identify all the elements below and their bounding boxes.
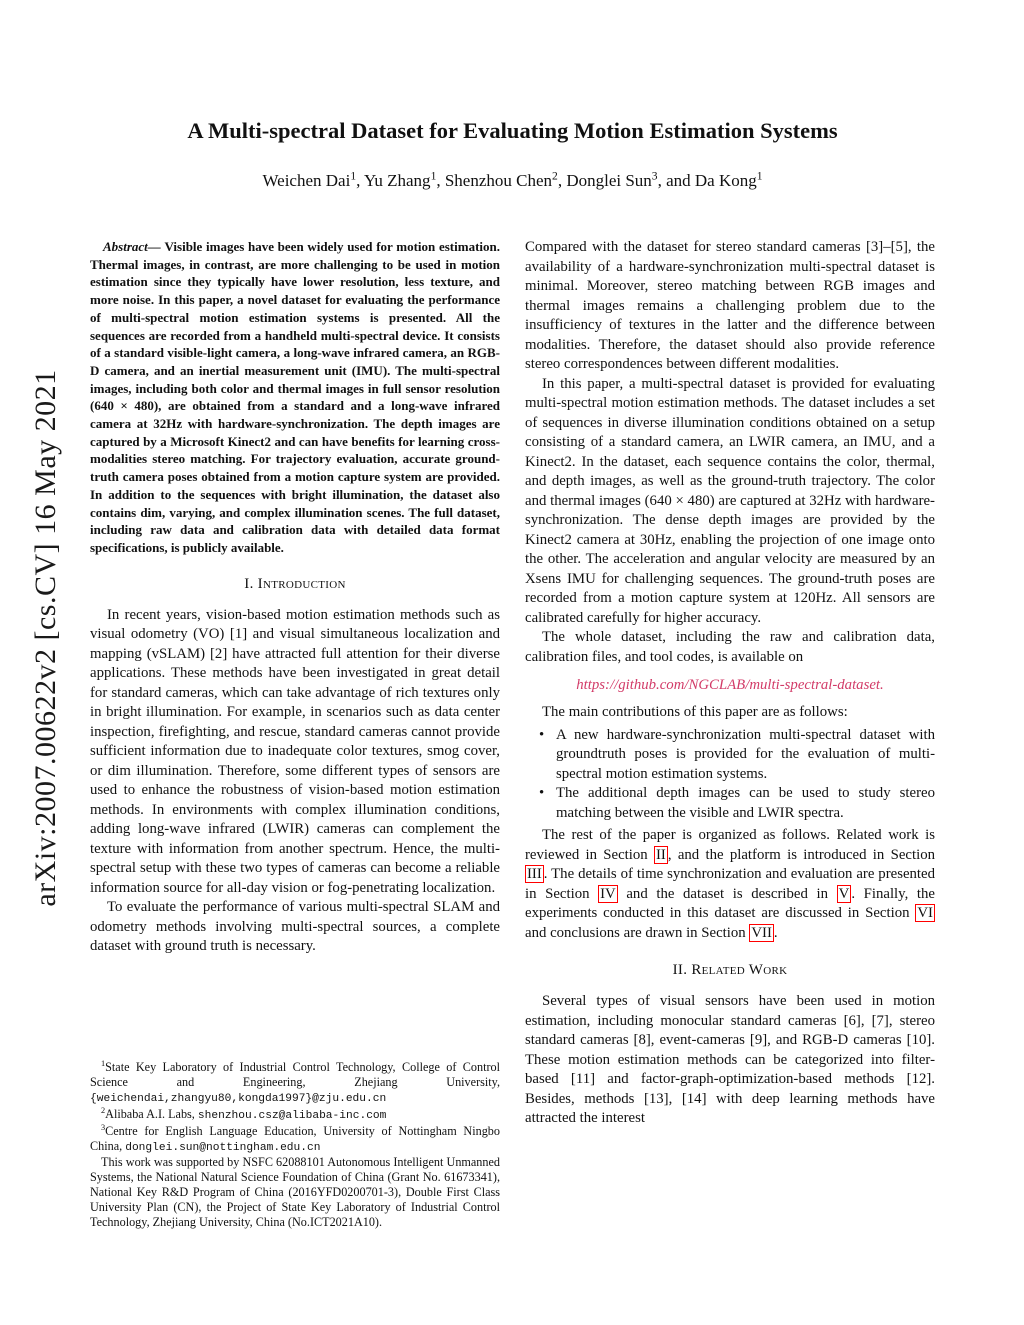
section-ref-link[interactable]: IV bbox=[600, 885, 616, 902]
bullet-icon: • bbox=[539, 785, 545, 801]
contributions-intro: The main contributions of this paper are as follows: bbox=[542, 704, 848, 720]
text-segment-sup: 3 bbox=[101, 1122, 106, 1132]
text-segment: , Shenzhou Chen bbox=[436, 171, 553, 190]
section-heading-introduction: I. Introduction bbox=[244, 575, 346, 592]
text-segment-sup: 1 bbox=[350, 169, 357, 183]
text-segment-mono: shenzhou.csz@alibaba-inc.com bbox=[197, 1109, 387, 1122]
text-segment: Alibaba A.I. Labs, bbox=[105, 1106, 198, 1121]
text-segment-mono: {weichendai,zhangyu80,kongda1997}@zju.edu.cn bbox=[90, 1092, 387, 1105]
right-paragraph-1: Compared with the dataset for stereo standard cameras [3]–[5], the availability of a hardware-synchronization multi-spectral dataset is minimal. Moreover, stereo matching between RGB images and thermal images remains a challenging problem due to the insufficiency of textures in the latter and the difference between modalities. Therefore, the dataset should also provide reference stereo correspondences between different modalities. bbox=[525, 239, 935, 372]
dataset-url-link[interactable]: https://github.com/NGCLAB/multi-spectral-dataset. bbox=[576, 677, 884, 693]
arxiv-watermark: arXiv:2007.00622v2 [cs.CV] 16 May 2021 bbox=[29, 369, 62, 907]
text-segment: and conclusions are drawn in Section bbox=[525, 924, 750, 941]
related-work-paragraph-1: Several types of visual sensors have been used in motion estimation, including monocular standard cameras [6], [7], stereo standard cameras [8], event-cameras [9], and RGB-D cameras [10]. These motion estimation methods can be categorized into filter-based [11] and factor-graph-optimization-based methods [12]. Besides, methods [13], [14] with deep learning methods have attracted the interest bbox=[525, 993, 935, 1126]
text-segment-sup: 3 bbox=[651, 169, 658, 183]
text-segment-sup: 1 bbox=[756, 169, 763, 183]
bullet-icon: • bbox=[539, 726, 545, 743]
text-segment: , and Da Kong bbox=[657, 171, 757, 190]
paper-organization-paragraph bbox=[525, 826, 935, 943]
dataset-url-line bbox=[525, 677, 935, 694]
text-segment: The rest of the paper is organized as follows. Related work is reviewed in Section bbox=[525, 827, 935, 863]
contributions-list bbox=[539, 726, 935, 824]
text-segment-sup: 2 bbox=[101, 1105, 106, 1115]
left-column bbox=[90, 238, 500, 1230]
contribution-item-1 bbox=[539, 726, 935, 785]
text-segment: Visible images have been widely used for motion estimation. Thermal images, in contrast, are more challenging to be used in motion estimation since they typically have lower resolution, less texture, and more noise. In this paper, a novel dataset for evaluating the performance of multi-spectral motion estimation systems is presented. All the sequences are recorded from a handheld multi-spectral device. It consists of a standard visible-light camera, a long-wave infrared camera, an RGB-D camera, and an inertial measurement unit (IMU). The multi-spectral images, including both color and thermal images in full sensor resolution (640 × 480), are obtained from a standard and a long-wave infrared camera at 32Hz with hardware-synchronization. The depth images are captured by a Microsoft Kinect2 and can have benefits for learning cross-modalities stereo matching. For trajectory evaluation, accurate ground-truth camera poses obtained from a motion capture system are provided. In addition to the sequences with bright illumination, the dataset also contains dim, varying, and complex illumination scenes. The full dataset, including raw data and calibration data with detailed data format specifications, is publicly available. bbox=[90, 239, 500, 555]
two-column-body bbox=[90, 238, 935, 1230]
text-segment: , and the platform is introduced in Section bbox=[667, 846, 935, 863]
contribution-text-2: The additional depth images can be used to study stereo matching between the visible and LWIR spectra. bbox=[556, 785, 935, 821]
intro-paragraph-2: To evaluate the performance of various multi-spectral SLAM and odometry methods involving multi-spectral sources, a complete dataset with ground truth is necessary. bbox=[90, 899, 500, 955]
text-segment: Weichen Dai bbox=[262, 171, 351, 190]
contribution-item-2 bbox=[539, 784, 935, 823]
intro-paragraph-1: In recent years, vision-based motion estimation methods such as visual odometry (VO) [1] and visual simultaneous localization and mapping (vSLAM) [2] have attracted full attention for their diverse applications. These methods have been investigated in great detail for standard cameras, which can take advantage of rich textures only in bright illumination. For example, in scenarios such as data center inspection, firefighting, and rescue, standard cameras cannot provide sufficient information due to inadequate color textures, smog cover, or dim illumination. Therefore, some different types of sensors are used to enhance the robustness of vision-based motion estimation methods. In environments with complex illumination conditions, adding long-wave infrared (LWIR) cameras can complement the texture with information from another spectrum. Hence, the multi-spectral setup with these two types of cameras can become a reliable information source for all-day vision or fog-penetrating localization. bbox=[90, 606, 500, 896]
author-line bbox=[90, 171, 935, 191]
text-segment: Centre for English Language Education, University of Nottingham Ningbo China, bbox=[90, 1123, 500, 1153]
contribution-text-1: A new hardware-synchronization multi-spectral dataset with groundtruth poses is provided for the evaluation of multi-spectral motion estimation systems. bbox=[556, 726, 935, 782]
section-ref-link[interactable]: VI bbox=[917, 905, 933, 921]
paper-title: A Multi-spectral Dataset for Evaluating Motion Estimation Systems bbox=[187, 118, 838, 143]
text-segment: . The details of time synchronization and evaluation are presented in Section bbox=[525, 866, 935, 902]
text-segment: , Yu Zhang bbox=[356, 171, 431, 190]
section-ref-link[interactable]: VII bbox=[751, 924, 772, 941]
text-segment-sup: 2 bbox=[552, 169, 558, 183]
section-ref-link[interactable]: II bbox=[655, 846, 666, 863]
section-heading-related-work: II. Related Work bbox=[672, 962, 788, 978]
text-segment: , Donglei Sun bbox=[557, 171, 652, 190]
text-segment-sup: 1 bbox=[430, 169, 437, 183]
footnote-affiliation-1 bbox=[90, 1060, 500, 1107]
section-ref-link[interactable]: V bbox=[838, 885, 850, 902]
abstract-text bbox=[90, 238, 500, 557]
text-segment: . bbox=[773, 924, 778, 941]
text-segment: and the dataset is described in bbox=[617, 885, 837, 902]
right-column bbox=[525, 238, 935, 1230]
text-segment: State Key Laboratory of Industrial Control Technology, College of Control Science and Engineering, Zhejiang University, bbox=[90, 1060, 500, 1089]
right-paragraph-3: The whole dataset, including the raw and calibration data, calibration files, and tool codes, is available on bbox=[525, 629, 935, 665]
section-ref-link[interactable]: III bbox=[527, 866, 542, 882]
footnote-affiliation-3 bbox=[90, 1124, 500, 1156]
right-paragraph-2: In this paper, a multi-spectral dataset is provided for evaluating multi-spectral motion estimation methods. The dataset includes a set of sequences in diverse illumination conditions obtained on a setup consisting of a standard camera, an LWIR camera, an IMU, and a Kinect2. In the dataset, each sequence contains the color, thermal, and depth images, as well as the ground-truth trajectory. The color and thermal images (640 × 480) are captured at 32Hz with hardware-synchronization. The dense depth images are provided by the Kinect2 camera at 30Hz, enabling the projection of one image onto the other. The acceleration and angular velocity are measured by an Xsens IMU for challenging sequences. The ground-truth poses are recorded from a motion capture system at 120Hz. All sensors are calibrated carefully for higher accuracy. bbox=[525, 375, 935, 626]
text-segment-abslabel: Abstract— bbox=[103, 239, 165, 254]
footnote-funding: This work was supported by NSFC 62088101 Autonomous Intelligent Unmanned Systems, the National Natural Science Foundation of China (Grant No. 61673341), National Key R&D Program of China (2016YFD0200701-3), Double First Class University Plan (CN), the Project of State Key Laboratory of Industrial Control Technology, Zhejiang University, China (No.ICT2021A10). bbox=[90, 1155, 500, 1230]
footnotes-block bbox=[90, 1054, 500, 1230]
footnote-affiliation-2 bbox=[90, 1107, 500, 1124]
text-segment-sup: 1 bbox=[101, 1058, 106, 1068]
text-segment-mono: donglei.sun@nottingham.edu.cn bbox=[125, 1141, 321, 1154]
text-segment: . Finally, the experiments conducted in this dataset are discussed in Section bbox=[525, 885, 935, 921]
